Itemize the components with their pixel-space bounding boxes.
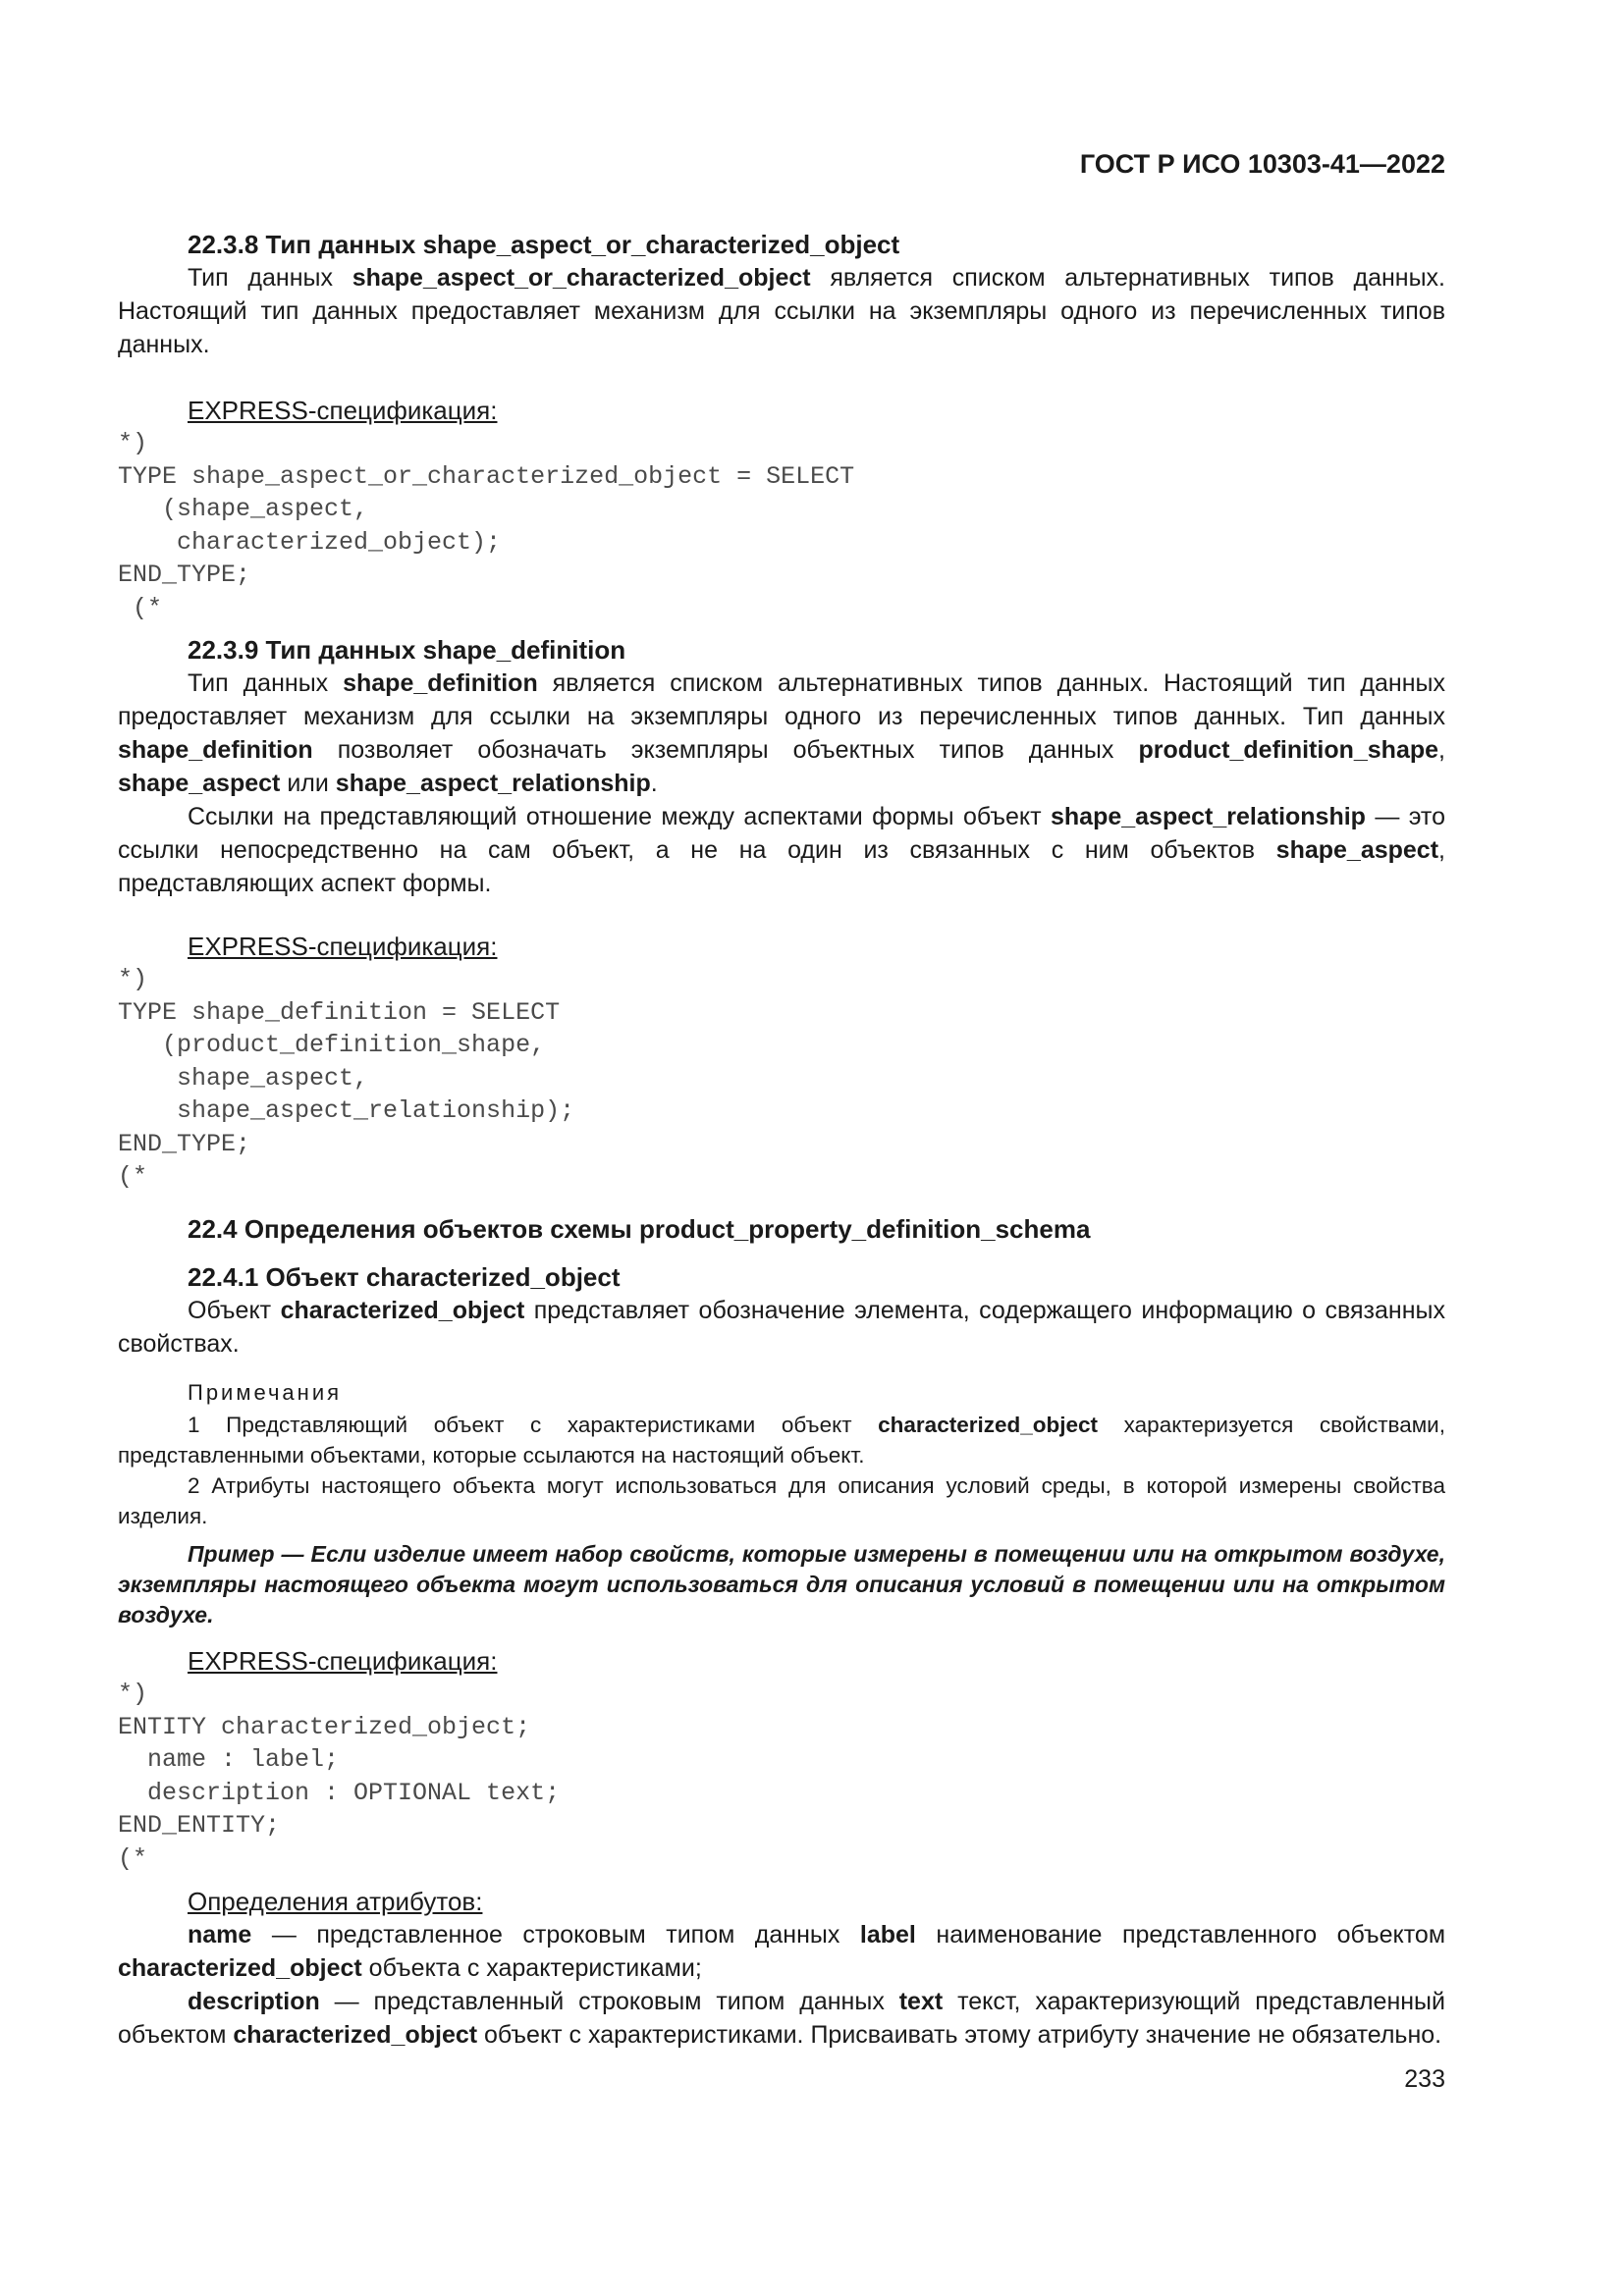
example-text: Пример — Если изделие имеет набор свойств, которые измерены в помещении или на открытом воздухе, экземпляры настоящего объекта могут использоваться для описания условий в помещении или на открытом воздухе. [118,1541,1445,1628]
section-heading: 22.3.8 Тип данных shape_aspect_or_characterized_object [188,230,900,259]
paragraph: Объект characterized_object представляет обозначение элемента, содержащего информацию о связанных свойствах. [118,1297,1445,1358]
express-block-2 [118,930,1445,1194]
section-heading: 22.4.1 Объект characterized_object [188,1262,621,1292]
express-label: EXPRESS-спецификация: [188,1646,498,1676]
notes-title: Примечания [188,1380,343,1405]
section-22-3-8 [118,228,1445,361]
attribute-name: name — представленное строковым типом данных label наименование представленного объектом characterized_object объекта с характеристиками; [118,1921,1446,1982]
express-label: EXPRESS-спецификация: [188,396,498,425]
section-22-4-1 [118,1260,1445,1361]
note-1: 1 Представляющий объект с характеристиками объект characterized_object характеризуется свойствами, представленными объектами, которые ссылаются на настоящий объект. [118,1413,1446,1468]
attribute-description: description — представленный строковым типом данных text текст, характеризующий представленный объектом characterized_object объект с характеристиками. Присваивать этому атрибуту значение не обязательно. [118,1988,1445,2049]
example-block [118,1539,1445,1630]
express-block-3 [118,1644,1445,1875]
express-code: *) ENTITY characterized_object; name : label; description : OPTIONAL text; END_ENTITY; (* [118,1680,561,1873]
express-code: *) TYPE shape_aspect_or_characterized_object = SELECT (shape_aspect, characterized_object); END_TYPE; (* [118,429,855,622]
section-heading: 22.4 Определения объектов схемы product_property_definition_schema [188,1214,1091,1244]
note-2: 2 Атрибуты настоящего объекта могут использоваться для описания условий среды, в которой измерены свойства изделия. [118,1473,1445,1528]
attribute-definitions [118,1885,1445,2052]
page-number: 233 [1404,2065,1445,2093]
express-label: EXPRESS-спецификация: [188,932,498,961]
express-block-1 [118,394,1445,624]
attributes-label: Определения атрибутов: [188,1887,483,1916]
paragraph: Тип данных shape_aspect_or_characterized_object является списком альтернативных типов данных. Настоящий тип данных предоставляет механизм для ссылки на экземпляры одного из перечисленных типов данных. [118,264,1446,358]
paragraph: Тип данных shape_definition является списком альтернативных типов данных. Настоящий тип данных предоставляет механизм для ссылки на экземпляры одного из перечисленных типов данных. Тип данных shape_definition позволяет обозначать экземпляры объектных типов данных product_definition_shape, shape_aspect или shape_aspect_relationship. [118,669,1445,797]
notes-block [118,1376,1445,1531]
section-22-3-9 [118,633,1445,900]
paragraph: Ссылки на представляющий отношение между аспектами формы объект shape_aspect_relationship — это ссылки непосредственно на сам объект, а не на один из связанных с ним объектов shape_aspect, представляющих аспект формы. [118,803,1445,897]
section-22-4 [118,1212,1445,1246]
section-heading: 22.3.9 Тип данных shape_definition [188,635,626,665]
standard-header: ГОСТ Р ИСО 10303-41—2022 [1079,149,1445,179]
express-code: *) TYPE shape_definition = SELECT (product_definition_shape, shape_aspect, shape_aspect_relationship); END_TYPE; (* [118,965,575,1191]
